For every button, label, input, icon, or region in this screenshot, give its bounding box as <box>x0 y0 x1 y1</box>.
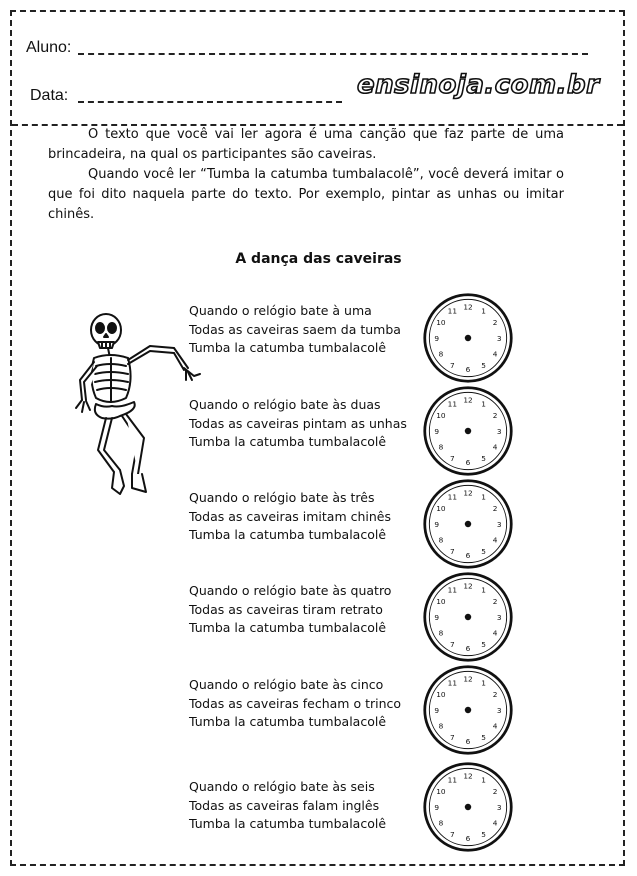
clock-number: 4 <box>492 721 498 731</box>
clock-number: 4 <box>492 535 498 545</box>
clock-number: 7 <box>450 546 455 556</box>
clock-number: 1 <box>481 306 486 316</box>
clock-number: 8 <box>438 721 444 731</box>
clock-number: 6 <box>465 644 471 654</box>
stanza <box>189 778 386 834</box>
clock-number: 12 <box>463 674 473 684</box>
clock-center-dot <box>465 428 471 434</box>
stanza <box>189 676 401 732</box>
clock-number: 4 <box>492 818 498 828</box>
clock-number: 8 <box>438 628 444 638</box>
stanza-line: Quando o relógio bate às três <box>189 490 375 505</box>
stanza-line: Todas as caveiras imitam chinês <box>189 508 391 524</box>
stanza-line: Quando o relógio bate à uma <box>189 303 372 318</box>
clock-number: 9 <box>434 426 440 436</box>
clock-number: 9 <box>434 612 440 622</box>
clock-face-icon[interactable] <box>422 292 514 384</box>
clock-number: 6 <box>465 365 471 375</box>
clock-number: 11 <box>447 306 458 316</box>
clock-face-icon[interactable] <box>422 385 514 477</box>
clock-face-icon[interactable] <box>422 664 514 756</box>
clock-number: 2 <box>492 690 498 700</box>
clock-number: 5 <box>481 546 486 556</box>
clock-number: 12 <box>463 395 473 405</box>
stanza-line: Tumba la catumba tumbalacolê <box>189 527 387 542</box>
clock-number: 8 <box>438 442 444 452</box>
student-name-field[interactable] <box>78 53 588 55</box>
stanza-line: Todas as caveiras falam inglês <box>189 797 380 813</box>
clock-number: 3 <box>496 519 502 529</box>
stanza-line: Todas as caveiras saem da tumba <box>189 321 401 337</box>
stanza-line: Todas as caveiras pintam as unhas <box>189 415 407 431</box>
stanza-line: Quando o relógio bate às seis <box>189 779 375 794</box>
clock-number: 11 <box>447 492 458 502</box>
clock-number: 1 <box>481 678 486 688</box>
date-label: Data: <box>30 87 69 104</box>
worksheet-header <box>12 12 623 126</box>
clock-number: 2 <box>492 504 498 514</box>
clock-number: 10 <box>436 787 446 797</box>
clock-number: 6 <box>465 834 471 844</box>
clock-number: 12 <box>463 771 473 781</box>
clock-number: 2 <box>492 318 498 328</box>
clock-number: 10 <box>436 690 446 700</box>
clock-center-dot <box>465 521 471 527</box>
stanza-line: Todas as caveiras tiram retrato <box>189 601 383 617</box>
clock-number: 2 <box>492 787 498 797</box>
intro-paragraph: O texto que você vai ler agora é uma canção que faz parte de uma brincadeira, na qual os participantes são caveiras. <box>48 127 564 162</box>
clock-number: 5 <box>481 639 486 649</box>
stanza <box>189 396 407 452</box>
clock-number: 7 <box>450 732 455 742</box>
clock-number: 1 <box>481 492 486 502</box>
clock-number: 9 <box>434 705 440 715</box>
clock-number: 11 <box>447 775 458 785</box>
stanza-line: Tumba la catumba tumbalacolê <box>189 340 387 355</box>
clock-number: 7 <box>450 453 455 463</box>
clock-number: 3 <box>496 333 502 343</box>
student-label: Aluno: <box>26 39 72 56</box>
intro-paragraph: Quando você ler “Tumba la catumba tumbalacolê”, você deverá imitar o que foi dito naquela parte do texto. Por exemplo, pintar as unhas ou imitar chinês. <box>48 167 564 222</box>
clock-number: 5 <box>481 453 486 463</box>
clock-number: 2 <box>492 411 498 421</box>
clock-number: 9 <box>434 519 440 529</box>
clock-number: 8 <box>438 818 444 828</box>
date-field[interactable] <box>78 101 342 103</box>
stanza-line: Todas as caveiras fecham o trinco <box>189 695 402 711</box>
stanza <box>189 302 401 358</box>
clock-center-dot <box>465 335 471 341</box>
clock-number: 9 <box>434 802 440 812</box>
stanza <box>189 582 391 638</box>
clock-number: 10 <box>436 597 446 607</box>
clock-number: 3 <box>496 705 502 715</box>
clock-number: 4 <box>492 442 498 452</box>
clock-number: 12 <box>463 488 473 498</box>
clock-number: 8 <box>438 349 444 359</box>
clock-number: 7 <box>450 829 455 839</box>
clock-number: 5 <box>481 829 486 839</box>
clock-number: 5 <box>481 360 486 370</box>
clock-number: 5 <box>481 732 486 742</box>
stanza-line: Quando o relógio bate às quatro <box>189 583 392 598</box>
song-title: A dança das caveiras <box>235 251 402 267</box>
clock-number: 2 <box>492 597 498 607</box>
clock-number: 6 <box>465 737 471 747</box>
clock-face-icon[interactable] <box>422 571 514 663</box>
clock-number: 1 <box>481 775 486 785</box>
clock-number: 6 <box>465 458 471 468</box>
clock-center-dot <box>465 804 471 810</box>
clock-number: 11 <box>447 678 458 688</box>
clock-number: 12 <box>463 581 473 591</box>
clock-number: 4 <box>492 349 498 359</box>
stanza-line: Tumba la catumba tumbalacolê <box>189 816 387 831</box>
clock-number: 8 <box>438 535 444 545</box>
stanza-line: Tumba la catumba tumbalacolê <box>189 714 387 729</box>
clock-number: 7 <box>450 360 455 370</box>
clock-face-icon[interactable] <box>422 761 514 853</box>
clock-number: 12 <box>463 302 473 312</box>
clock-number: 10 <box>436 504 446 514</box>
stanza <box>189 489 391 545</box>
introduction <box>48 125 564 225</box>
clock-number: 11 <box>447 399 458 409</box>
clock-center-dot <box>465 614 471 620</box>
clock-number: 1 <box>481 585 486 595</box>
clock-number: 4 <box>492 628 498 638</box>
stanza-line: Quando o relógio bate às cinco <box>189 677 384 692</box>
clock-number: 9 <box>434 333 440 343</box>
clock-number: 3 <box>496 612 502 622</box>
dancing-skeleton-icon <box>62 310 208 505</box>
clock-center-dot <box>465 707 471 713</box>
clock-number: 3 <box>496 802 502 812</box>
stanza-line: Tumba la catumba tumbalacolê <box>189 620 387 635</box>
stanza-line: Tumba la catumba tumbalacolê <box>189 434 387 449</box>
site-logo: ensinoja.com.br <box>357 70 600 100</box>
clock-number: 6 <box>465 551 471 561</box>
clock-number: 1 <box>481 399 486 409</box>
clock-number: 10 <box>436 318 446 328</box>
clock-number: 11 <box>447 585 458 595</box>
clock-face-icon[interactable] <box>422 478 514 570</box>
stanza-line: Quando o relógio bate às duas <box>189 397 381 412</box>
clock-number: 3 <box>496 426 502 436</box>
clock-number: 10 <box>436 411 446 421</box>
clock-number: 7 <box>450 639 455 649</box>
